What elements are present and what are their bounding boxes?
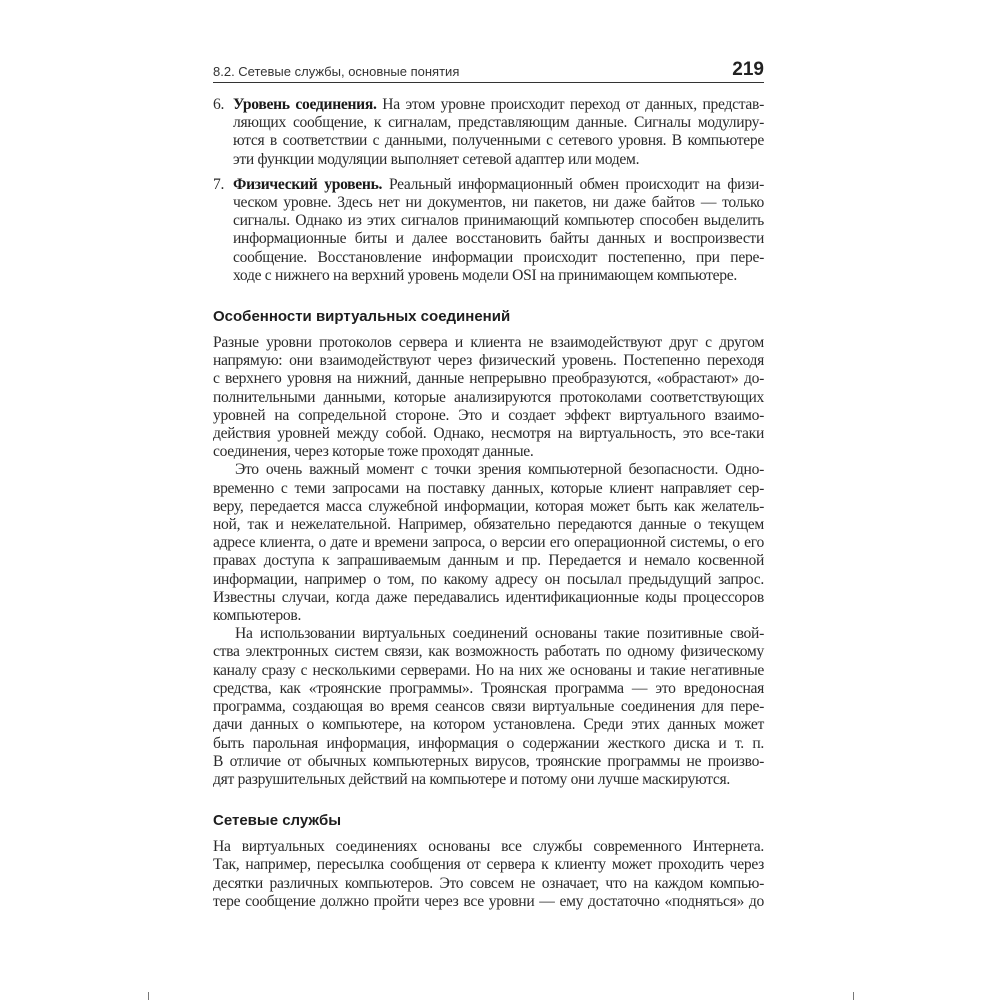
crop-mark <box>148 992 149 1000</box>
text-line: Это очень важный момент с точки зрения компьютерной безопасности. Одно- <box>235 461 764 479</box>
text-line: полнительными данными, которые анализируются протоколами соответствующих <box>213 388 764 406</box>
text-line: действия уровней между собой. Однако, несмотря на виртуальность, это все-таки <box>213 425 764 443</box>
text-line: На использовании виртуальных соединений основаны такие позитивные свой- <box>235 625 764 643</box>
text-line: Реальный информационный обмен происходит на физи- <box>382 175 764 193</box>
text-line: На виртуальных соединениях основаны все службы современного Интернета. <box>213 838 764 856</box>
paragraph <box>213 334 764 461</box>
text-line: десятки различных компьютеров. Это совсем не означает, что на каждом компью- <box>213 874 764 892</box>
text-line: правах доступа к запрашиваемым данным и пр. Передается и немало косвенной <box>213 552 764 570</box>
text-line: ческом уровне. Здесь нет ни документов, ни пакетов, ни даже байтов — только <box>233 194 764 212</box>
text-line: сигналы. Однако из этих сигналов принимающий компьютер способен выделить <box>233 212 764 230</box>
text-line: ляющих сообщение, к сигналам, представляющим данные. Сигналы модулиру- <box>233 114 764 132</box>
text-line: уровней на сопредельной стороне. Это и создает эффект виртуального взаимо- <box>213 406 764 424</box>
text-line: Так, например, пересылка сообщения от сервера к клиенту может проходить через <box>213 856 764 874</box>
text-line: сообщение. Восстановление информации происходит постепенно, при пере- <box>233 248 764 266</box>
paragraph <box>213 838 764 911</box>
text-line: компьютеров. <box>213 607 302 625</box>
text-line: каналу сразу с несколькими серверами. Но на них же основаны и такие негативные <box>213 661 764 679</box>
text-line: соединения, через которые тоже проходят данные. <box>213 443 534 461</box>
text-line: В отличие от обычных компьютерных вирусов, троянские программы не произво- <box>213 752 764 770</box>
page-number: 219 <box>732 59 764 80</box>
text-line: Разные уровни протоколов сервера и клиента не взаимодействуют друг с другом <box>213 334 764 352</box>
list-number: 7. <box>213 175 225 193</box>
text-line: ной, так и нежелательной. Например, обязательно передаются данные о текущем <box>213 516 764 534</box>
text-line: с верхнего уровня на нижний, данные непрерывно преобразуются, «обрастают» до- <box>213 370 764 388</box>
text-line: адресе клиента, о дате и времени запроса, о версии его операционной системы, о его <box>213 534 764 552</box>
text-line: ходе с нижнего на верхний уровень модели OSI на принимающем компьютере. <box>233 266 737 284</box>
text-line: быть парольная информация, информация о содержании жесткого диска и т. п. <box>213 734 764 752</box>
list-term: Физический уровень. <box>233 175 383 193</box>
list-item-7 <box>213 176 764 285</box>
section-heading: Особенности виртуальных соединений <box>213 308 511 326</box>
text-line: временно с теми запросами на поставку данных, которые клиент направляет сер- <box>213 479 764 497</box>
text-line: дят разрушительных действий на компьютере и потому они лучше маскируются. <box>213 770 730 788</box>
running-header-title: 8.2. Сетевые службы, основные понятия <box>213 64 460 79</box>
text-line: информации, например о том, по какому адресу он посылал предыдущий запрос. <box>213 570 764 588</box>
text-line: Известны случаи, когда даже передавались идентификационные коды процессоров <box>213 588 764 606</box>
text-line: веру, передается масса служебной информации, которая может быть как желатель- <box>213 497 764 515</box>
text-line: эти функции модуляции выполняет сетевой адаптер или модем. <box>233 150 640 168</box>
paragraph <box>213 625 764 789</box>
text-line: напрямую: они взаимодействуют через физический уровень. Постепенно переходя <box>213 352 764 370</box>
text-line: На этом уровне происходит переход от данных, представ- <box>376 96 764 113</box>
crop-mark <box>853 992 854 1000</box>
text-line: ства электронных систем связи, как возможность работать по одному физическому <box>213 643 764 661</box>
text-line: ются в соответствии с данными, полученными с сетевого уровня. В компьютере <box>233 132 764 150</box>
list-item-6 <box>213 96 764 169</box>
text-line: средства, как «троянские программы». Троянская программа — это вредоносная <box>213 679 764 697</box>
list-term: Уровень соединения. <box>233 96 377 113</box>
section-heading: Сетевые службы <box>213 812 342 830</box>
running-header <box>213 60 764 83</box>
text-line: дачи данных о компьютере, на котором установлена. Среди этих данных может <box>213 716 764 734</box>
page-body <box>213 96 764 911</box>
text-line: программа, создающая во время сеансов связи виртуальные соединения для пере- <box>213 698 764 716</box>
text-line: тере сообщение должно пройти через все уровни — ему достаточно «подняться» до <box>213 892 764 910</box>
paragraph <box>213 461 764 625</box>
list-number: 6. <box>213 96 225 113</box>
text-line: информационные биты и далее восстановить байты данных и воспроизвести <box>233 230 764 248</box>
